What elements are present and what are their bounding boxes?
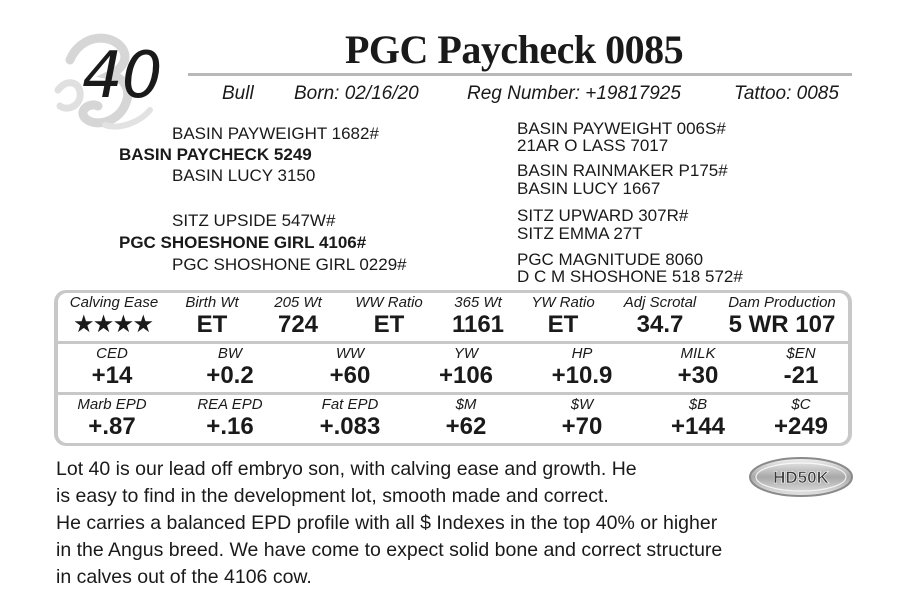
stat-label: Fat EPD [321,396,379,413]
pedigree-great-grand-8: D C M SHOSHONE 518 572# [517,267,743,286]
performance-epd-panel [54,290,852,446]
stat-cell [294,395,406,441]
stat-cell [526,344,638,390]
description-line: in calves out of the 4106 cow. [56,566,312,588]
description-line: Lot 40 is our lead off embryo son, with calving ease and growth. He [56,458,637,480]
stat-label: WW Ratio [355,294,423,311]
stat-cell [526,395,638,441]
birth-date: Born: 02/16/20 [294,83,419,104]
pedigree-sire-dam: BASIN LUCY 3150 [172,166,316,185]
pedigree-dam-sire: SITZ UPSIDE 547W# [172,211,336,230]
stat-value: -21 [783,362,819,389]
stat-label: 205 Wt [274,294,322,311]
pedigree-great-grand-7: PGC MAGNITUDE 8060 [517,250,704,269]
stat-value: 1161 [451,311,505,338]
stat-value: +106 [438,362,494,389]
description-line: He carries a balanced EPD profile with all $ Indexes in the top 40% or higher [56,512,718,534]
title-rule [188,73,852,76]
tattoo: Tattoo: 0085 [734,83,839,104]
stat-label: $M [455,396,477,413]
stat-cell [438,293,518,339]
stat-label: $W [570,396,594,413]
stat-label: MILK [680,345,716,362]
stat-value: ET [547,311,579,338]
stat-cell [410,395,522,441]
stat-cell [294,344,406,390]
lot-number: 40 [82,39,162,113]
pedigree-great-grand-6: SITZ EMMA 27T [517,224,643,243]
stat-label: YW Ratio [531,294,595,311]
pedigree-dam: PGC SHOESHONE GIRL 4106# [119,233,367,252]
stat-label: BW [217,345,243,362]
epd-index-row [58,395,848,443]
stat-cell [754,395,848,441]
pedigree-great-grand-3: BASIN RAINMAKER P175# [517,161,728,180]
stat-label: WW [335,345,365,362]
stat-cell [58,344,166,390]
hd50k-badge-icon [748,456,854,498]
stat-value: +.87 [88,413,136,440]
stat-label: Birth Wt [185,294,239,311]
sex-label: Bull [222,83,254,104]
stat-value: +14 [91,362,133,389]
stat-cell [346,293,432,339]
pedigree-sire: BASIN PAYCHECK 5249 [119,145,312,164]
stat-cell [642,344,754,390]
stat-value: +60 [329,362,371,389]
stat-value: +.16 [206,413,254,440]
stat-value: +144 [670,413,726,440]
stat-value: +249 [773,413,829,440]
stat-value: +.083 [319,413,381,440]
description-line: is easy to find in the development lot, smooth made and correct. [56,485,609,507]
stat-value: 34.7 [636,311,684,338]
animal-name-title: PGC Paycheck 0085 [345,27,684,72]
stat-cell [522,293,604,339]
registration-number: Reg Number: +19817925 [467,83,681,104]
stat-value: +0.2 [206,362,254,389]
stat-cell [174,395,286,441]
stat-cell [608,293,712,339]
stat-cell [174,344,286,390]
stat-label: CED [96,345,128,362]
stat-cell [58,395,166,441]
pedigree-great-grand-1: BASIN PAYWEIGHT 006S# [517,119,726,138]
stat-cell [410,344,522,390]
stat-value: +70 [561,413,603,440]
stat-cell [172,293,252,339]
stat-label: $EN [786,345,816,362]
stat-label: $B [688,396,708,413]
stat-label: Dam Production [728,294,836,311]
stat-value: +10.9 [551,362,613,389]
stat-value: ET [196,311,228,338]
pedigree-great-grand-5: SITZ UPWARD 307R# [517,206,689,225]
stat-label: Adj Scrotal [623,294,697,311]
stat-value: +62 [445,413,487,440]
stat-value: 724 [277,311,319,338]
svg-text:HD50K: HD50K [773,468,829,487]
stat-cell [642,395,754,441]
stat-cell [754,344,848,390]
stat-cell [716,293,848,339]
stat-label: Marb EPD [77,396,147,413]
stat-label: 365 Wt [454,294,502,311]
pedigree-dam-dam: PGC SHOSHONE GIRL 0229# [172,255,407,274]
lot-description [56,456,856,591]
pedigree-great-grand-4: BASIN LUCY 1667 [517,179,661,198]
stat-cell [58,293,170,339]
performance-row [58,293,848,341]
stat-value: ET [373,311,405,338]
stat-label: YW [453,345,479,362]
stat-label: $C [791,396,811,413]
description-line: in the Angus breed. We have come to expect solid bone and correct structure [56,539,723,561]
stat-cell [258,293,338,339]
stat-value: +30 [677,362,719,389]
stat-label: REA EPD [197,396,263,413]
stat-value: 5 WR 107 [728,311,836,338]
stat-label: Calving Ease [69,294,159,311]
stat-label: HP [571,345,593,362]
epd-row [58,344,848,392]
pedigree-sire-sire: BASIN PAYWEIGHT 1682# [172,124,379,143]
pedigree-great-grand-2: 21AR O LASS 7017 [517,136,669,155]
calving-ease-stars: ★★★★ [74,313,154,336]
